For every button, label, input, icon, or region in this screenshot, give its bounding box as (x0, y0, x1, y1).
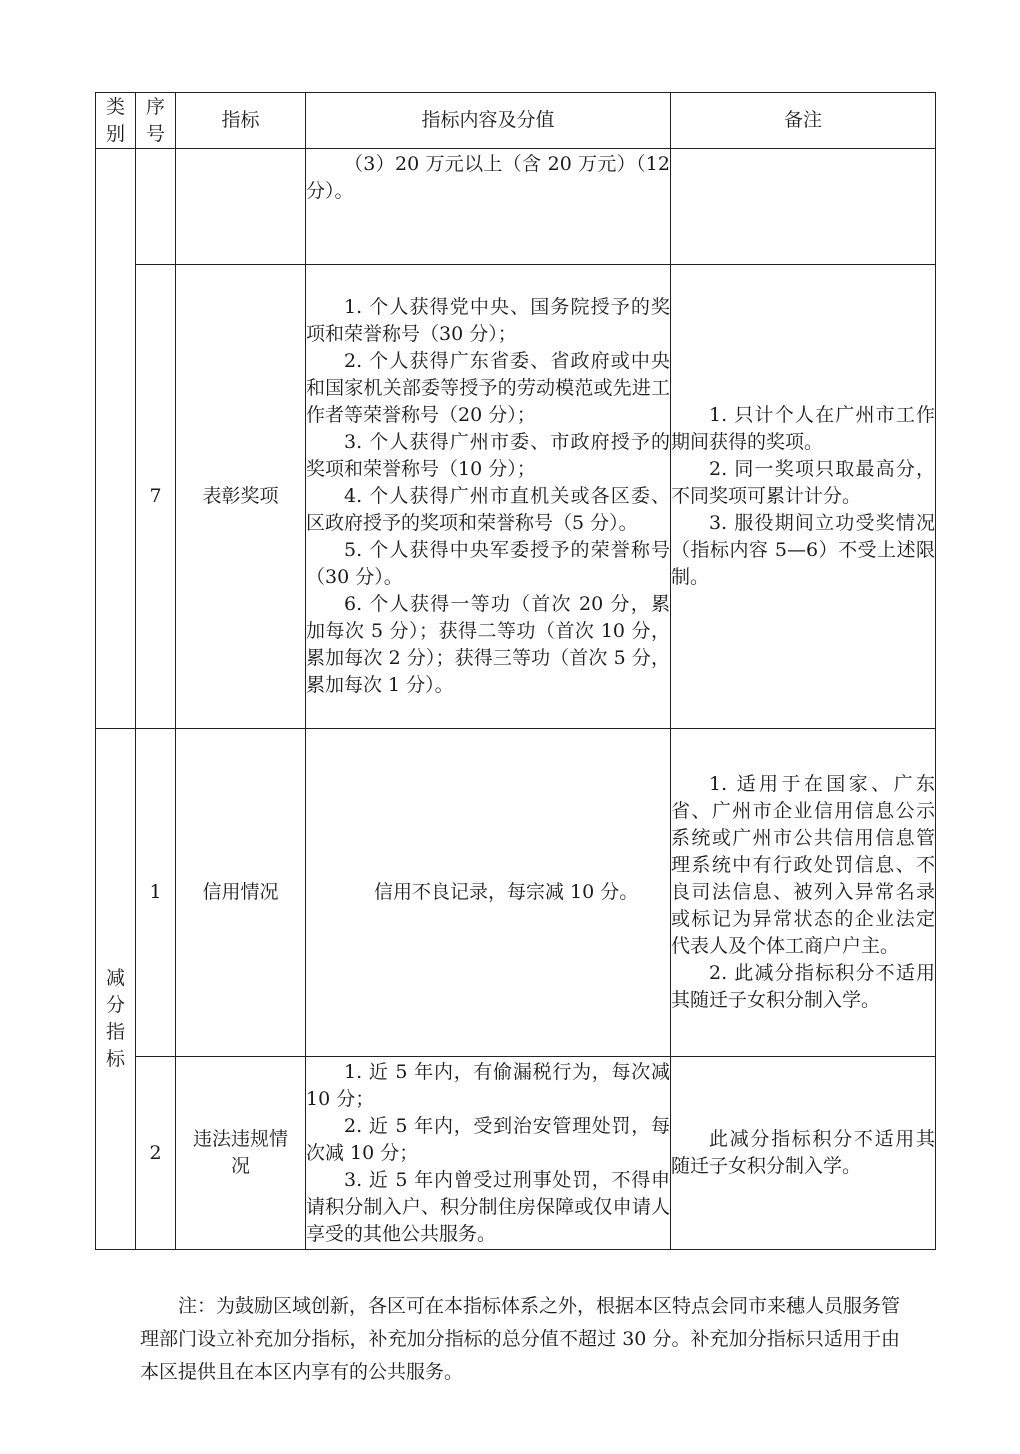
header-indicator: 指标 (176, 93, 306, 149)
seq-cell (136, 149, 176, 265)
note-item: 2. 此减分指标积分不适用其随迁子女积分制入学。 (671, 962, 935, 1011)
seq-cell: 2 (136, 1057, 176, 1250)
seq-cell: 7 (136, 265, 176, 729)
table-header-row (96, 93, 936, 149)
header-note: 备注 (671, 93, 936, 149)
content-item: 3. 个人获得广州市委、市政府授予的奖项和荣誉称号（10 分）； (306, 431, 670, 480)
indicator-cell: 信用情况 (176, 729, 306, 1057)
note-item: 3. 服役期间立功受奖情况（指标内容 5—6）不受上述限制。 (671, 512, 935, 588)
note-item: 此减分指标积分不适用其随迁子女积分制入学。 (671, 1128, 935, 1177)
content-item: 5. 个人获得中央军委授予的荣誉称号（30 分）。 (306, 539, 670, 588)
indicator-cell (176, 149, 306, 265)
content-item: 信用不良记录，每宗减 10 分。 (374, 881, 639, 903)
content-cell (306, 729, 671, 1057)
table-row (96, 149, 936, 265)
content-item: 6. 个人获得一等功（首次 20 分，累加每次 5 分）；获得二等功（首次 10 分，累加每次 2 分）；获得三等功（首次 5 分，累加每次 1 分）。 (306, 593, 670, 696)
content-item: 2. 个人获得广东省委、省政府或中央和国家机关部委等授予的劳动模范或先进工作者等荣誉称号（20 分）； (306, 350, 670, 426)
note-item: 1. 只计个人在广州市工作期间获得的奖项。 (671, 404, 935, 453)
header-seq: 序号 (136, 93, 176, 149)
note-item: 1. 适用于在国家、广东省、广州市企业信用信息公示系统或广州市公共信用信息管理系统中有行政处罚信息、不良司法信息、被列入异常名录或标记为异常状态的企业法定代表人及个体工商户户主。 (671, 773, 935, 957)
category-cell-bonus (96, 149, 136, 729)
table-row (96, 265, 936, 729)
header-category: 类别 (96, 93, 136, 149)
content-item: 3. 近 5 年内曾受过刑事处罚，不得申请积分制入户、积分制住房保障或仅申请人享受的其他公共服务。 (306, 1168, 670, 1245)
table-row (96, 1057, 936, 1250)
content-item: 4. 个人获得广州市直机关或各区委、区政府授予的奖项和荣誉称号（5 分）。 (306, 485, 670, 534)
header-content: 指标内容及分值 (306, 93, 671, 149)
content-cell (306, 1057, 671, 1250)
footnote (140, 1290, 900, 1389)
indicator-cell: 表彰奖项 (176, 265, 306, 729)
indicator-cell: 违法违规情况 (176, 1057, 306, 1250)
note-cell (671, 265, 936, 729)
note-cell (671, 149, 936, 265)
footnote-text: 注：为鼓励区域创新，各区可在本指标体系之外，根据本区特点会同市来穗人员服务管理部门设立补充加分指标，补充加分指标的总分值不超过 30 分。补充加分指标只适用于由本区提供且在本区内享有的公共服务。 (140, 1295, 901, 1383)
content-cell (306, 265, 671, 729)
content-item: 1. 个人获得党中央、国务院授予的奖项和荣誉称号（30 分）； (306, 296, 670, 345)
content-item: （3）20 万元以上（含 20 万元）（12 分）。 (306, 153, 670, 202)
note-cell (671, 729, 936, 1057)
note-cell (671, 1057, 936, 1250)
content-item: 2. 近 5 年内，受到治安管理处罚，每次减 10 分； (306, 1114, 670, 1164)
points-indicator-table (95, 92, 936, 1250)
category-cell-deduction: 减分指标 (96, 729, 136, 1250)
table-row (96, 729, 936, 1057)
content-item: 1. 近 5 年内，有偷漏税行为，每次减 10 分； (306, 1060, 670, 1110)
content-cell (306, 149, 671, 265)
seq-cell: 1 (136, 729, 176, 1057)
note-item: 2. 同一奖项只取最高分，不同奖项可累计计分。 (671, 458, 935, 507)
